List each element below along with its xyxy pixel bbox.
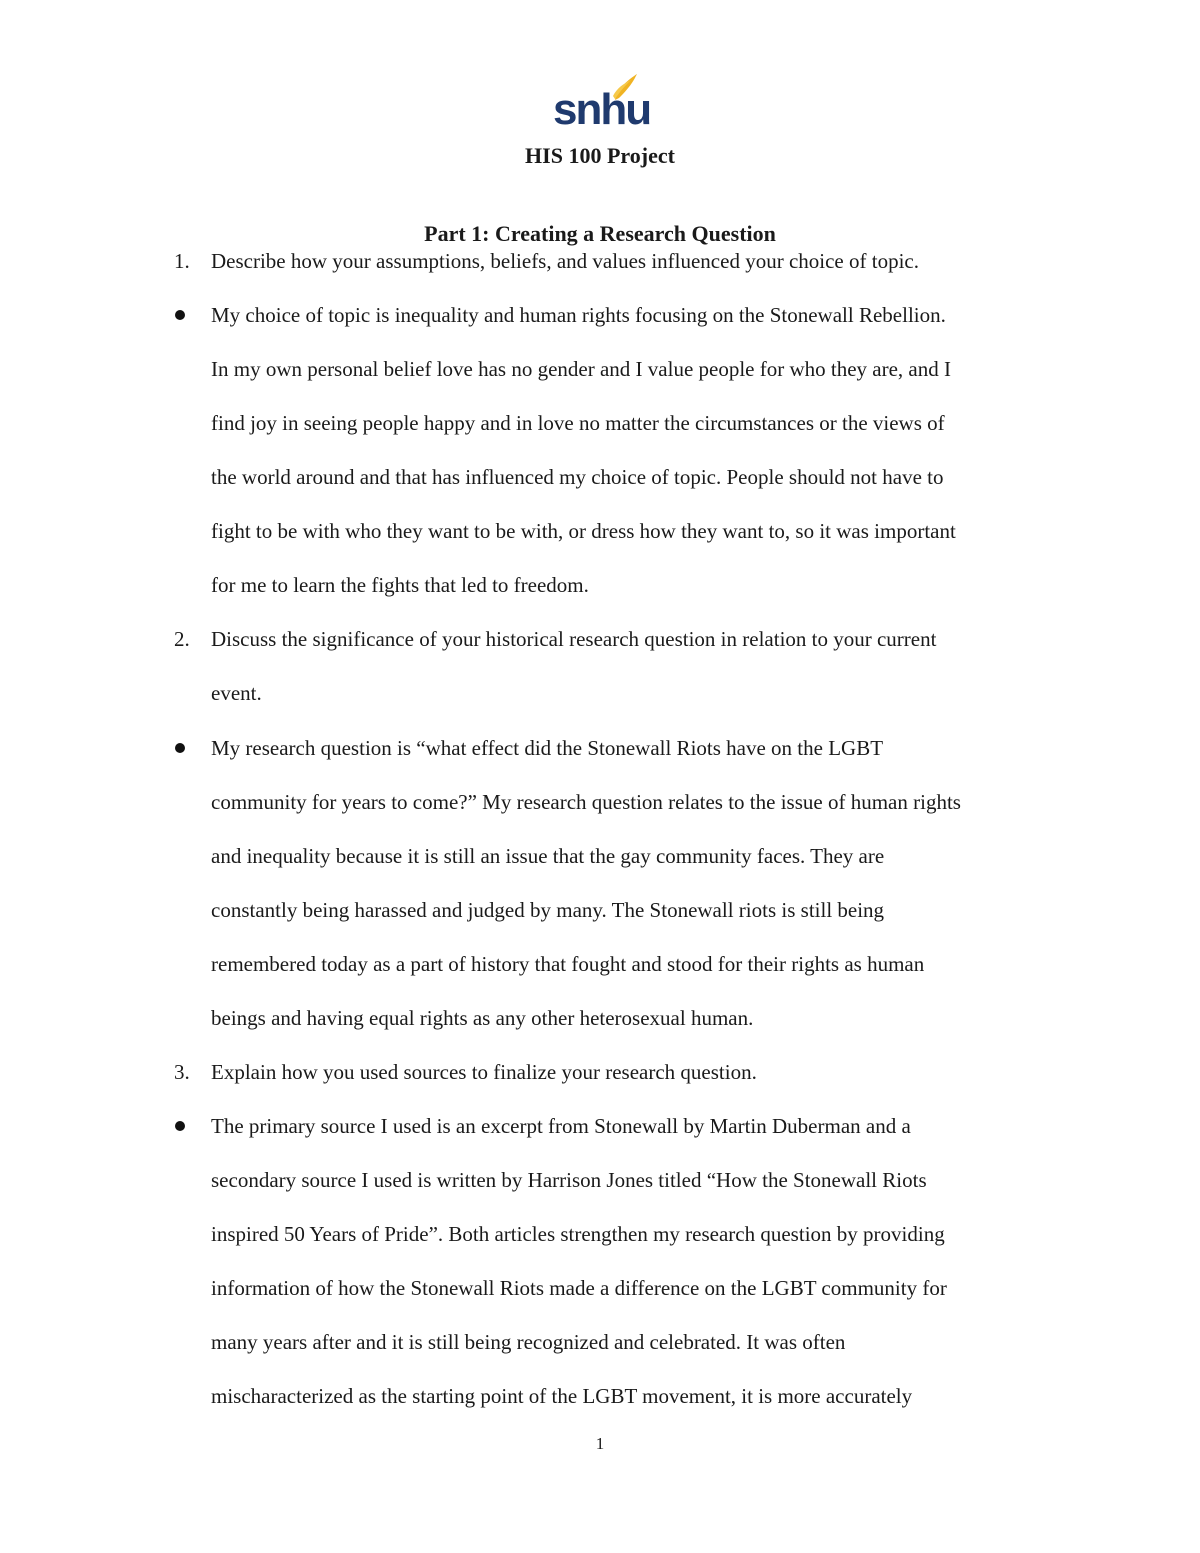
page-number: 1 xyxy=(595,1434,605,1453)
answer-line: find joy in seeing people happy and in love no matter the circumstances or the views of xyxy=(211,411,945,435)
answer-line: and inequality because it is still an issue that the gay community faces. They are xyxy=(211,844,885,868)
bullet-icon xyxy=(175,1121,185,1131)
question-text: Describe how your assumptions, beliefs, and values influenced your choice of topic. xyxy=(211,249,919,273)
answer-line: beings and having equal rights as any other heterosexual human. xyxy=(211,1006,754,1030)
answer-line: My research question is “what effect did the Stonewall Riots have on the LGBT xyxy=(211,736,884,760)
answer-line: fight to be with who they want to be with, or dress how they want to, so it was important xyxy=(211,519,956,543)
question-number: 1. xyxy=(174,249,190,273)
answer-line: My choice of topic is inequality and human rights focusing on the Stonewall Rebellion. xyxy=(211,303,946,327)
question-text: Discuss the significance of your historical research question in relation to your current xyxy=(211,627,937,651)
bullet-icon xyxy=(175,743,185,753)
bullet-icon xyxy=(175,310,185,320)
answer-line: secondary source I used is written by Harrison Jones titled “How the Stonewall Riots xyxy=(211,1168,927,1192)
answer-line: for me to learn the fights that led to freedom. xyxy=(211,573,589,597)
answer-line: information of how the Stonewall Riots made a difference on the LGBT community for xyxy=(211,1276,947,1300)
question-number: 2. xyxy=(174,627,190,651)
answer-line: The primary source I used is an excerpt from Stonewall by Martin Duberman and a xyxy=(211,1114,911,1138)
answer-line: community for years to come?” My research question relates to the issue of human rights xyxy=(211,790,961,814)
answer-line: remembered today as a part of history that fought and stood for their rights as human xyxy=(211,952,925,976)
logo-wordmark: snhu xyxy=(553,85,651,134)
question-number: 3. xyxy=(174,1060,190,1084)
answer-line: many years after and it is still being recognized and celebrated. It was often xyxy=(211,1330,846,1354)
question-text: Explain how you used sources to finalize your research question. xyxy=(211,1060,757,1084)
document-title: HIS 100 Project xyxy=(525,143,675,168)
part-title: Part 1: Creating a Research Question xyxy=(424,221,776,246)
answer-line: the world around and that has influenced my choice of topic. People should not have to xyxy=(211,465,944,489)
answer-line: inspired 50 Years of Pride”. Both articles strengthen my research question by providing xyxy=(211,1222,945,1246)
answer-line: mischaracterized as the starting point of the LGBT movement, it is more accurately xyxy=(211,1384,913,1408)
answer-line: constantly being harassed and judged by many. The Stonewall riots is still being xyxy=(211,898,885,922)
answer-line: In my own personal belief love has no gender and I value people for who they are, and I xyxy=(211,357,951,381)
snhu-logo xyxy=(553,72,651,134)
question-text: event. xyxy=(211,681,262,705)
